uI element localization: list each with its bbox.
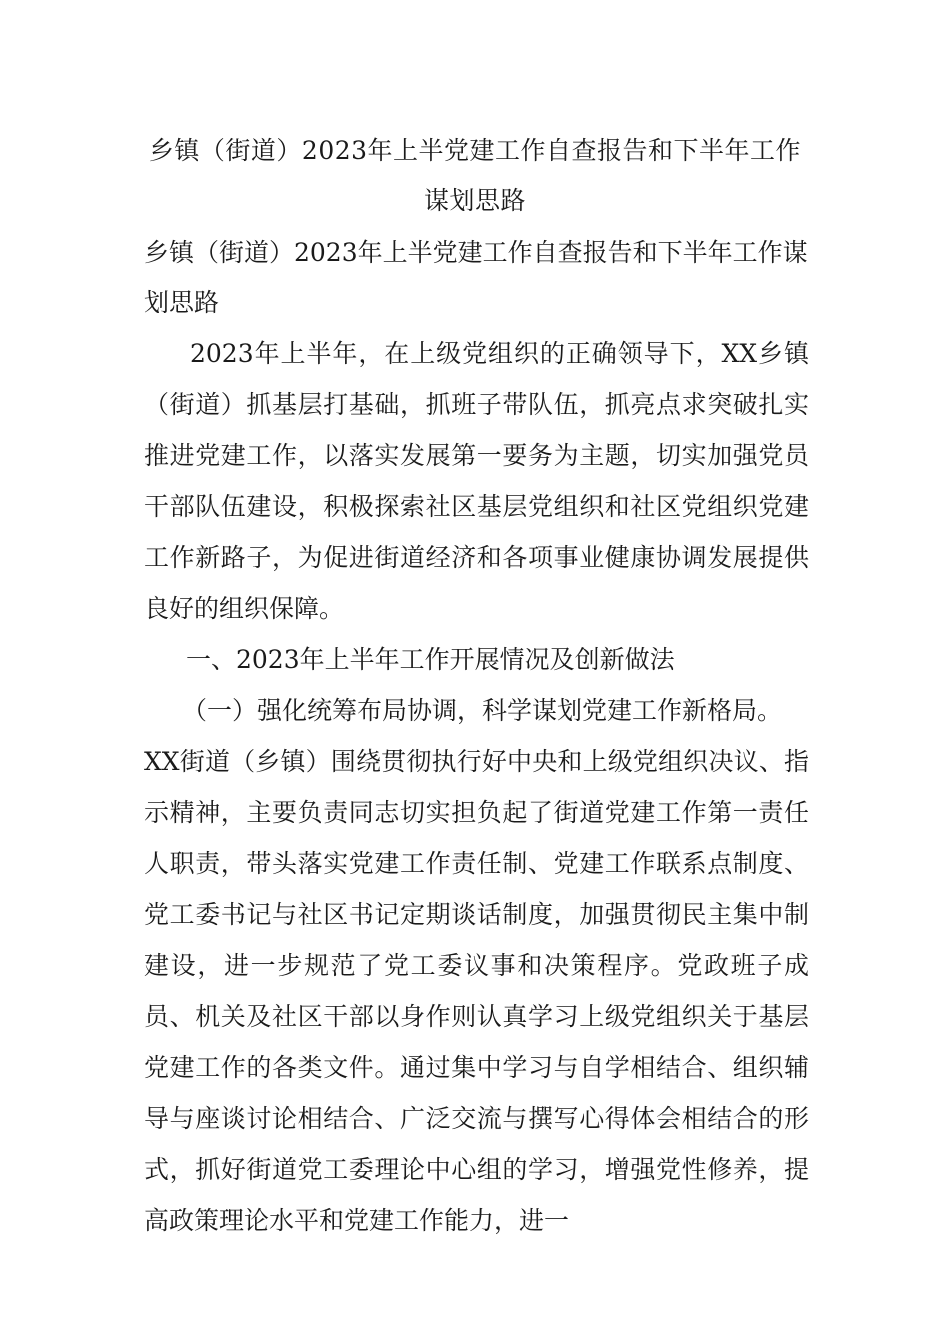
- intro-paragraph: 2023年上半年，在上级党组织的正确领导下，XX乡镇（街道）抓基层打基础，抓班子带队伍，抓亮点求突破扎实推进党建工作，以落实发展第一要务为主题，切实加强党员干部队伍建设，积极探索社区基层党组织和社区党组织党建工作新路子，为促进街道经济和各项事业健康协调发展提供良好的组织保障。: [144, 339, 809, 623]
- document-body: [144, 328, 809, 1246]
- subsection-body: XX街道（乡镇）围绕贯彻执行好中央和上级党组织决议、指示精神，主要负责同志切实担负起了街道党建工作第一责任人职责，带头落实党建工作责任制、党建工作联系点制度、党工委书记与社区书记定期谈话制度，加强贯彻民主集中制建设，进一步规范了党工委议事和决策程序。党政班子成员、机关及社区干部以身作则认真学习上级党组织关于基层党建工作的各类文件。通过集中学习与自学相结合、组织辅导与座谈讨论相结合、广泛交流与撰写心得体会相结合的形式，抓好街道党工委理论中心组的学习，增强党性修养，提高政策理论水平和党建工作能力，进一: [144, 747, 809, 1235]
- document-title: 乡镇（街道）2023年上半党建工作自查报告和下半年工作谋划思路: [148, 136, 802, 215]
- repeated-title: 乡镇（街道）2023年上半党建工作自查报告和下半年工作谋划思路: [144, 238, 808, 317]
- section-heading: 一、2023年上半年工作开展情况及创新做法: [186, 645, 675, 674]
- subsection-heading: （一）强化统筹布局协调，科学谋划党建工作新格局。: [182, 696, 783, 725]
